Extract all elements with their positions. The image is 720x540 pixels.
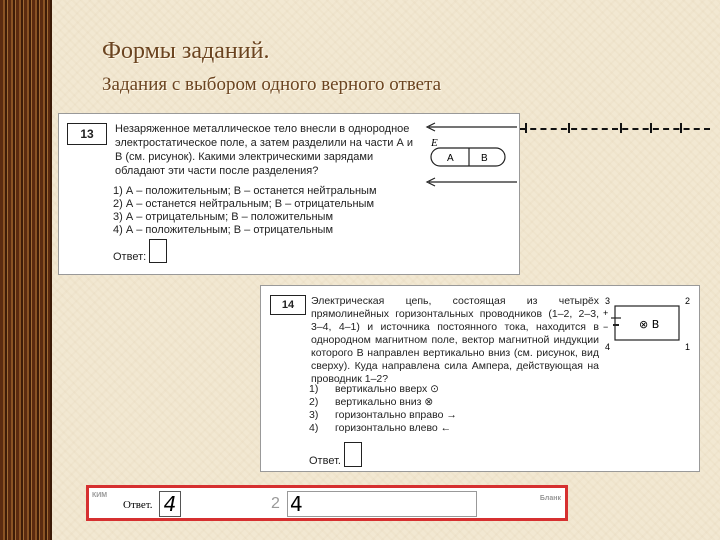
- field-label: ⊗ B: [639, 318, 660, 331]
- task-number: 2: [271, 495, 280, 512]
- option-1: 1) А – положительным; В – останется нейтральным: [113, 185, 377, 197]
- option-2: 2) вертикально вниз ⊗: [309, 396, 434, 408]
- option-4: 4) горизонтально влево ←: [309, 422, 452, 434]
- answer-sheet-field[interactable]: 4: [287, 491, 477, 517]
- option-3: 3) горизонтально вправо →: [309, 409, 457, 421]
- answer-sheet-strip: [86, 485, 568, 521]
- task-14-card: [260, 285, 700, 472]
- answer-box[interactable]: [149, 239, 167, 263]
- corner-3-label: 3: [605, 296, 611, 306]
- task-13-card: [58, 113, 520, 275]
- answer-row: [309, 442, 362, 467]
- answer-label: Ответ:: [113, 251, 147, 263]
- plus-label: +: [603, 308, 609, 318]
- task-number: 14: [270, 295, 306, 315]
- corner-4-label: 4: [605, 342, 611, 352]
- slide-subtitle: Задания с выбором одного верного ответа: [102, 74, 442, 95]
- handwritten-answer-box[interactable]: 4: [159, 491, 181, 517]
- option-2: 2) А – останется нейтральным; В – отрицательным: [113, 198, 375, 210]
- part-b-label: B: [481, 153, 488, 164]
- task-options: [309, 383, 457, 435]
- corner-1-label: 1: [685, 342, 691, 352]
- option-3: 3) А – отрицательным; В – положительным: [113, 211, 334, 223]
- answer-row: [113, 239, 167, 263]
- decorative-side-strip: [0, 0, 50, 540]
- answer-label: Ответ.: [309, 455, 341, 467]
- corner-2-label: 2: [685, 296, 691, 306]
- answer-box[interactable]: [344, 442, 362, 467]
- kim-label: КИМ: [92, 492, 108, 499]
- field-figure: [423, 120, 519, 192]
- part-a-label: A: [447, 153, 454, 164]
- task-question: Электрическая цепь, состоящая из четырёх прямолинейных горизонтальных проводников (1–2, 2–3, 3–4, 4–1) и источника постоянного тока, находится в однородном магнитном поле, вектор магнитной индукции которого B направлен вертикально вниз (см. рисунок, вид сверху). Куда направлена сила Ампера, действующая на проводник 1–2?: [311, 295, 599, 385]
- option-4: 4) А – положительным; В – отрицательным: [113, 224, 334, 236]
- answer-label: Ответ.: [123, 499, 153, 511]
- task-question: Незаряженное металлическое тело внесли в однородное электростатическое поле, а затем разделили на части А и В (см. рисунок). Какими электрическими зарядами обладают эти части после разделения?: [115, 123, 414, 177]
- field-label: E: [431, 137, 438, 149]
- circuit-figure: [601, 292, 697, 356]
- slide-title: Формы заданий.: [102, 38, 270, 64]
- blank-label: Бланк: [539, 495, 561, 502]
- option-1: 1) вертикально вверх ⊙: [309, 383, 439, 395]
- minus-label: −: [603, 322, 609, 332]
- task-number: 13: [67, 123, 107, 145]
- task-options: [113, 185, 377, 237]
